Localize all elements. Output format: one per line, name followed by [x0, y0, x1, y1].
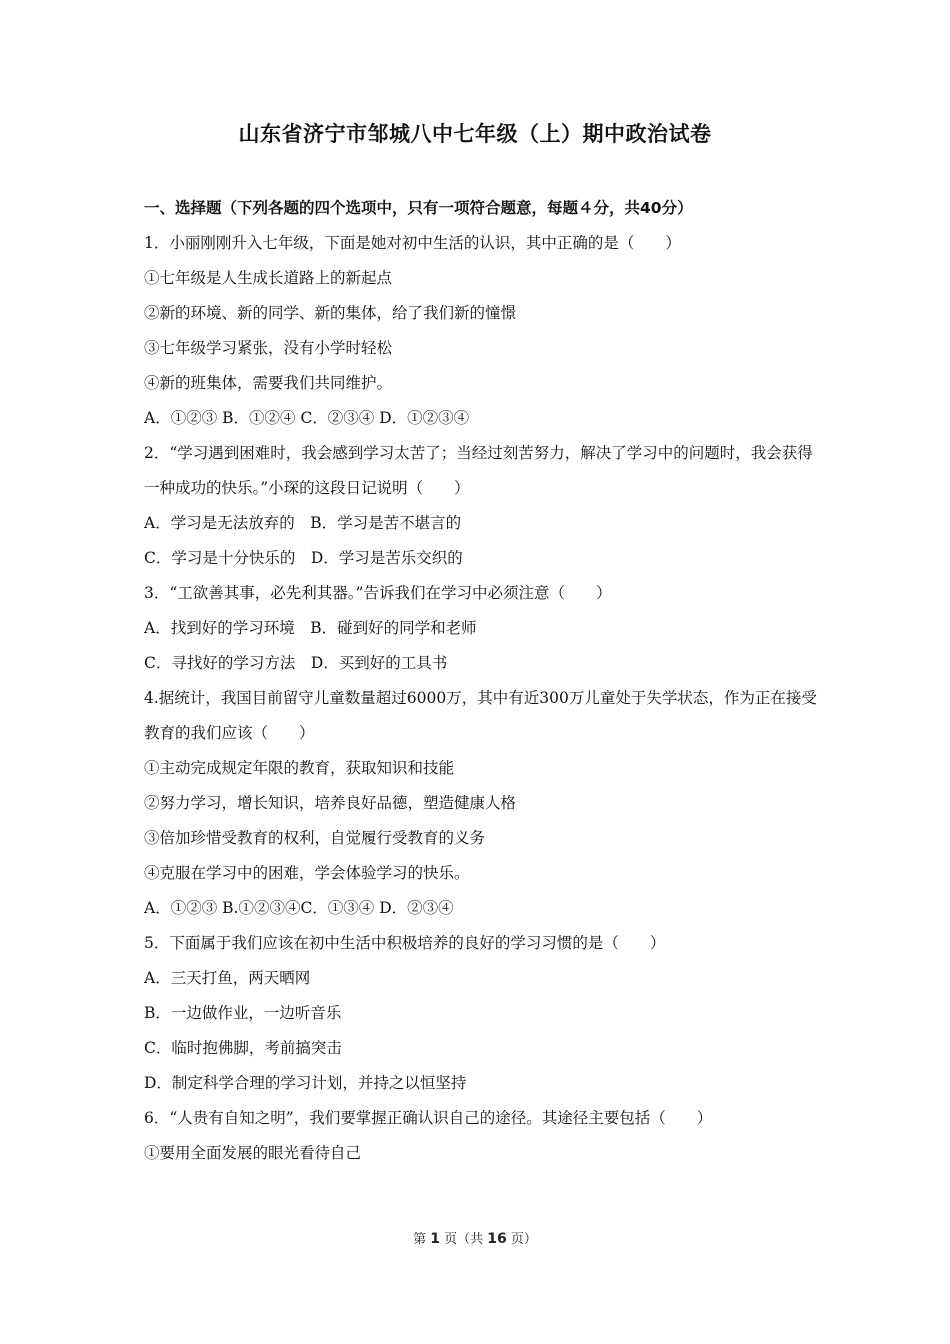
document-body	[144, 190, 824, 1171]
q4-statement-3: ③倍加珍惜受教育的权利，自觉履行受教育的义务	[144, 829, 486, 847]
question-2: 2．“学习遇到困难时，我会感到学习太苦了；当经过刻苦努力，解决了学习中的问题时，我会获得一种成功的快乐。”小琛的这段日记说明（ ）	[144, 444, 813, 497]
q4-statement-4: ④克服在学习中的困难，学会体验学习的快乐。	[144, 864, 470, 882]
q3-options-ab: A．找到好的学习环境 B．碰到好的同学和老师	[144, 619, 477, 637]
q5-option-b: B．一边做作业，一边听音乐	[144, 1004, 342, 1022]
footer-prefix: 第	[413, 1232, 427, 1247]
question-5: 5．下面属于我们应该在初中生活中积极培养的良好的学习习惯的是（ ）	[144, 934, 666, 952]
question-4: 4.据统计，我国目前留守儿童数量超过6000万，其中有近300万儿童处于失学状态，作为正在接受教育的我们应该（ ）	[144, 689, 817, 742]
footer-middle: 页（共	[444, 1232, 484, 1247]
q1-statement-4: ④新的班集体，需要我们共同维护。	[144, 374, 393, 392]
q1-statement-2: ②新的环境、新的同学、新的集体，给了我们新的憧憬	[144, 304, 517, 322]
section-heading: 一、选择题（下列各题的四个选项中，只有一项符合题意，每题４分，共40分）	[144, 199, 693, 217]
q4-statement-2: ②努力学习，增长知识，培养良好品德，塑造健康人格	[144, 794, 517, 812]
q4-options: A．①②③ B.①②③④C．①③④ D．②③④	[144, 899, 454, 917]
question-1: 1．小丽刚刚升入七年级，下面是她对初中生活的认识，其中正确的是（ ）	[144, 234, 681, 252]
question-3: 3．“工欲善其事，必先利其器。”告诉我们在学习中必须注意（ ）	[144, 584, 612, 602]
q1-statement-1: ①七年级是人生成长道路上的新起点	[144, 269, 393, 287]
footer-suffix: 页）	[510, 1232, 537, 1247]
q2-options-ab: A．学习是无法放弃的 B．学习是苦不堪言的	[144, 514, 462, 532]
footer-total-pages: 16	[487, 1231, 507, 1247]
footer-page-number: 1	[430, 1231, 440, 1247]
q1-statement-3: ③七年级学习紧张，没有小学时轻松	[144, 339, 393, 357]
q3-options-cd: C．寻找好的学习方法 D．买到好的工具书	[144, 654, 448, 672]
q5-option-d: D．制定科学合理的学习计划，并持之以恒坚持	[144, 1074, 467, 1092]
page-footer	[0, 1228, 950, 1247]
q4-statement-1: ①主动完成规定年限的教育，获取知识和技能	[144, 759, 455, 777]
q6-statement-1: ①要用全面发展的眼光看待自己	[144, 1144, 362, 1162]
q2-options-cd: C．学习是十分快乐的 D．学习是苦乐交织的	[144, 549, 463, 567]
q5-option-a: A．三天打鱼，两天晒网	[144, 969, 311, 987]
q5-option-c: C．临时抱佛脚，考前搞突击	[144, 1039, 342, 1057]
page-title: 山东省济宁市邹城八中七年级（上）期中政治试卷	[238, 122, 712, 146]
q1-options: A．①②③ B．①②④ C．②③④ D．①②③④	[144, 409, 470, 427]
question-6: 6．“人贵有自知之明”，我们要掌握正确认识自己的途径。其途径主要包括（ ）	[144, 1109, 713, 1127]
